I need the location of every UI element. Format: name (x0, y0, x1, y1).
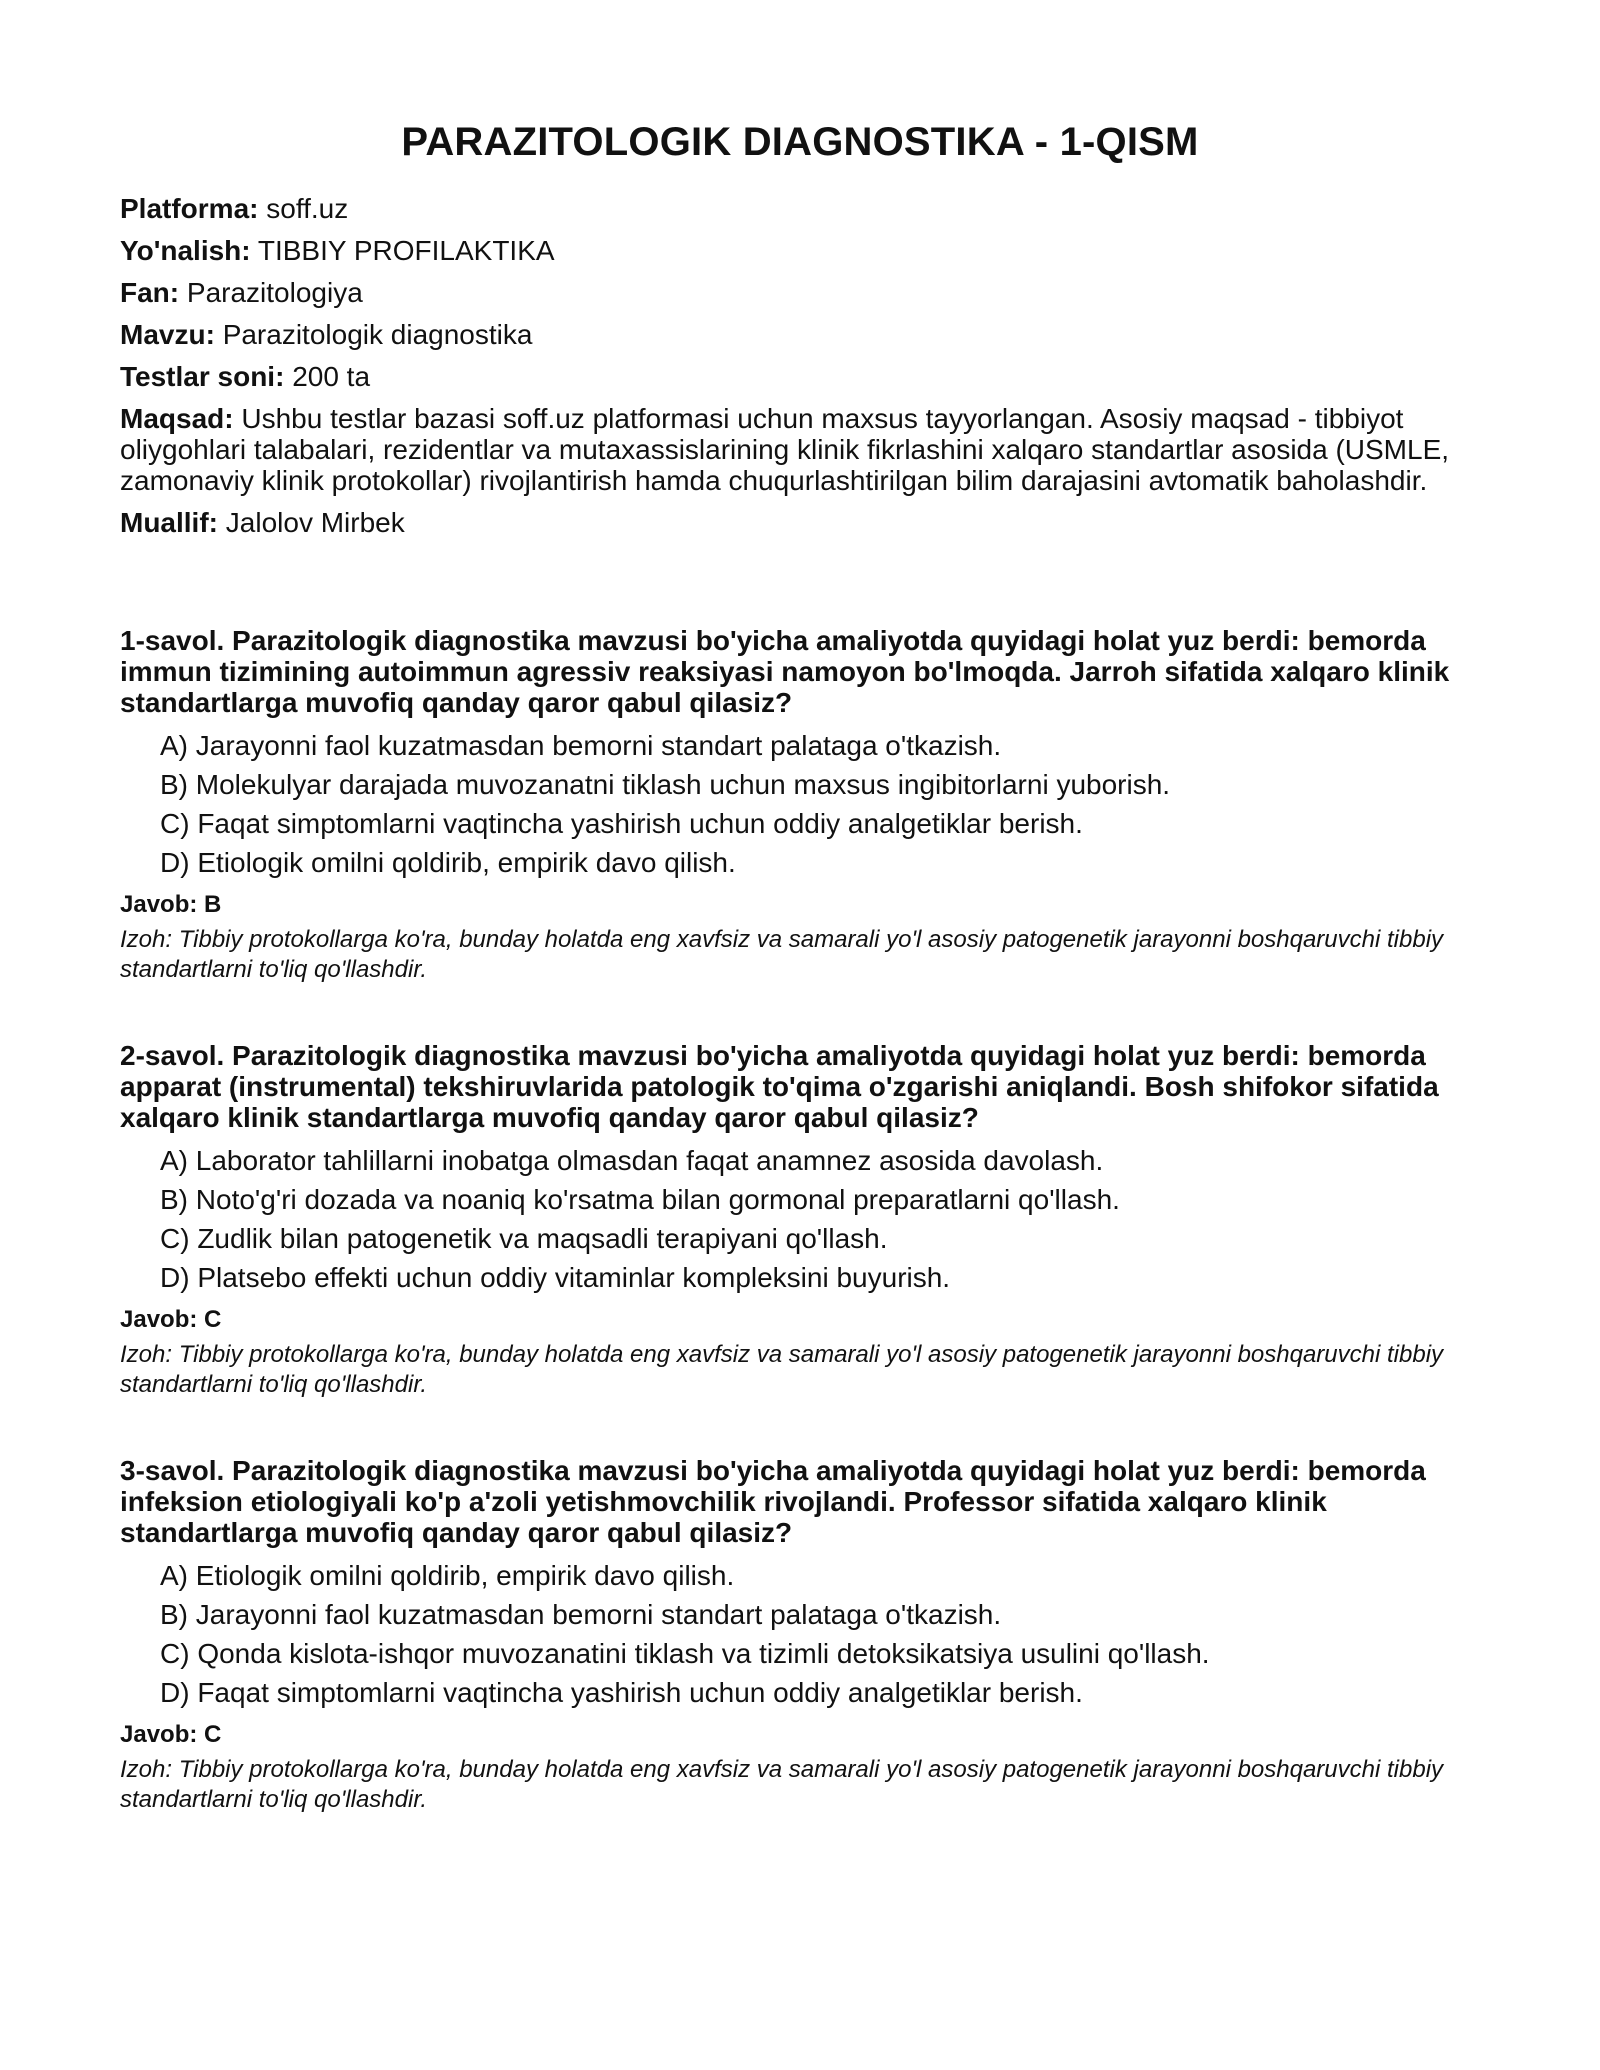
option-c: C) Faqat simptomlarni vaqtincha yashirish uchun oddiy analgetiklar berish. (160, 808, 1083, 839)
answer-explanation: Izoh: Tibbiy protokollarga ko'ra, bunday holatda eng xavfsiz va samarali yo'l asosiy patogenetik jarayonni boshqaruvchi tibbiy standartlarni to'liq qo'llashdir. (120, 1756, 1444, 1813)
meta-test-count (120, 361, 1480, 392)
question-item (120, 625, 1480, 985)
question-item (120, 1455, 1480, 1815)
question-item (120, 1040, 1480, 1400)
meta-subject (120, 277, 1480, 308)
meta-value: Parazitologik diagnostika (222, 319, 533, 350)
question-text: 3-savol. Parazitologik diagnostika mavzusi bo'yicha amaliyotda quyidagi holat yuz berdi: bemorda infeksion etiologiyali ko'p a'zoli yetishmovchilik rivojlandi. Professor sifatida xalqaro klinik standartlarga muvofiq qanday qaror qabul qilasiz? (120, 1455, 1426, 1548)
meta-value: Parazitologiya (186, 277, 363, 308)
questions-list (120, 625, 1480, 1815)
meta-label: Maqsad: (120, 403, 234, 434)
answer-options (120, 1560, 1480, 1708)
answer-explanation: Izoh: Tibbiy protokollarga ko'ra, bunday holatda eng xavfsiz va samarali yo'l asosiy patogenetik jarayonni boshqaruvchi tibbiy standartlarni to'liq qo'llashdir. (120, 926, 1444, 983)
option-d: D) Faqat simptomlarni vaqtincha yashirish uchun oddiy analgetiklar berish. (160, 1677, 1083, 1708)
answer-explanation: Izoh: Tibbiy protokollarga ko'ra, bunday holatda eng xavfsiz va samarali yo'l asosiy patogenetik jarayonni boshqaruvchi tibbiy standartlarni to'liq qo'llashdir. (120, 1341, 1444, 1398)
meta-label: Mavzu: (120, 319, 215, 350)
option-b: B) Molekulyar darajada muvozanatni tiklash uchun maxsus ingibitorlarni yuborish. (160, 769, 1171, 800)
option-b: B) Noto'g'ri dozada va noaniq ko'rsatma bilan gormonal preparatlarni qo'llash. (160, 1184, 1120, 1215)
option-a: A) Laborator tahlillarni inobatga olmasdan faqat anamnez asosida davolash. (160, 1145, 1104, 1176)
meta-value: soff.uz (266, 193, 349, 224)
option-c: C) Zudlik bilan patogenetik va maqsadli terapiyani qo'llash. (160, 1223, 888, 1254)
document-title: PARAZITOLOGIK DIAGNOSTIKA - 1-QISM (401, 120, 1199, 164)
meta-direction (120, 235, 1480, 266)
option-c: C) Qonda kislota-ishqor muvozanatini tiklash va tizimli detoksikatsiya usulini qo'llash. (160, 1638, 1210, 1669)
answer-options (120, 1145, 1480, 1293)
meta-platform (120, 193, 1480, 224)
meta-topic (120, 319, 1480, 350)
question-text: 1-savol. Parazitologik diagnostika mavzusi bo'yicha amaliyotda quyidagi holat yuz berdi: bemorda immun tizimining autoimmun agressiv reaksiyasi namoyon bo'lmoqda. Jarroh sifatida xalqaro klinik standartlarga muvofiq qanday qaror qabul qilasiz? (120, 625, 1450, 718)
meta-label: Fan: (120, 277, 180, 308)
correct-answer: Javob: C (120, 1721, 222, 1748)
meta-goal (120, 403, 1480, 496)
meta-author (120, 507, 1480, 538)
meta-value: Ushbu testlar bazasi soff.uz platformasi uchun maxsus tayyorlangan. Asosiy maqsad - tibbiyot oliygohlari talabalari, rezidentlar va mutaxassislarining klinik fikrlashini xalqaro standartlar asosida (USMLE, zamonaviy klinik protokollar) rivojlantirish hamda chuqurlashtirilgan bilim darajasini avtomatik baholashdir. (120, 403, 1450, 496)
correct-answer: Javob: C (120, 1306, 222, 1333)
question-text: 2-savol. Parazitologik diagnostika mavzusi bo'yicha amaliyotda quyidagi holat yuz berdi: bemorda apparat (instrumental) tekshiruvlarida patologik to'qima o'zgarishi aniqlandi. Bosh shifokor sifatida xalqaro klinik standartlarga muvofiq qanday qaror qabul qilasiz? (120, 1040, 1439, 1133)
option-b: B) Jarayonni faol kuzatmasdan bemorni standart palataga o'tkazish. (160, 1599, 1002, 1630)
document-page (120, 120, 1480, 1870)
option-d: D) Etiologik omilni qoldirib, empirik davo qilish. (160, 847, 736, 878)
meta-value: Jalolov Mirbek (225, 507, 405, 538)
meta-label: Testlar soni: (120, 361, 285, 392)
option-a: A) Etiologik omilni qoldirib, empirik davo qilish. (160, 1560, 735, 1591)
meta-value: TIBBIY PROFILAKTIKA (257, 235, 555, 266)
option-d: D) Platsebo effekti uchun oddiy vitaminlar kompleksini buyurish. (160, 1262, 951, 1293)
option-a: A) Jarayonni faol kuzatmasdan bemorni standart palataga o'tkazish. (160, 730, 1002, 761)
meta-label: Yo'nalish: (120, 235, 251, 266)
meta-label: Platforma: (120, 193, 259, 224)
meta-label: Muallif: (120, 507, 218, 538)
correct-answer: Javob: B (120, 891, 222, 918)
answer-options (120, 730, 1480, 878)
meta-value: 200 ta (292, 361, 371, 392)
metadata-block (120, 193, 1480, 538)
